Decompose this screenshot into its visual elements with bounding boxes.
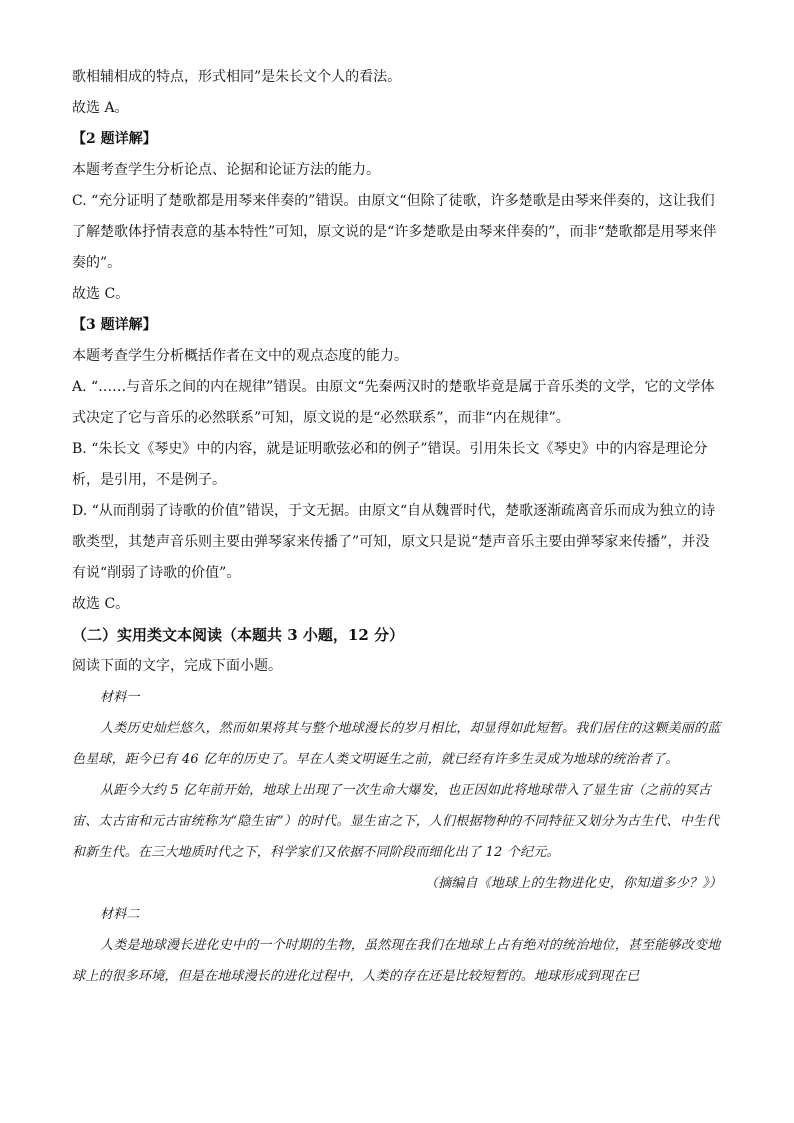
material-1-paragraph-2: 从距今大约 5 亿年前开始，地球上出现了一次生命大爆发，也正因如此将地球带入了显生宙（之前的冥古宙、太古宙和元古宙统称为“隐生宙”）的时代。显生宙之下，人们根据物种的不同特征又划分为古生代、中生代和新生代。在三大地质时代之下，科学家们又依据不同阶段而细化出了 12 个纪元。 [72, 783, 720, 860]
option-d-explanation: D. “从而削弱了诗歌的价值”错误，于文无据。由原文“自从魏晋时代，楚歌逐渐疏离音乐而成为独立的诗歌类型，其楚声音乐则主要由弹琴家来传播了”可知，原文只是说“楚声音乐主要由弹琴家来传播”，并没有说“削弱了诗歌的价值”。 [72, 503, 716, 581]
analysis-line: 本题考查学生分析论点、论据和论证方法的能力。 [72, 162, 380, 178]
option-b-explanation: B. “朱长文《琴史》中的内容，就是证明歌弦必和的例子”错误。引用朱长文《琴史》中的内容是理论分析，是引用，不是例子。 [72, 441, 708, 488]
material-1-paragraph-1: 人类历史灿烂悠久，然而如果将其与整个地球漫长的岁月相比，却显得如此短暂。我们居住的这颗美丽的蓝色星球，距今已有 46 亿年的历史了。早在人类文明诞生之前，就已经有许多生灵成为地球的统治者了。 [72, 721, 721, 767]
answer-line: 故选 C。 [72, 286, 130, 302]
document-page [72, 62, 722, 992]
option-c-explanation: C. “充分证明了楚歌都是用琴来伴奏的”错误。由原文“但除了徒歌，许多楚歌是由琴来伴奏的，这让我们了解楚歌体抒情表意的基本特性”可知，原文说的是“许多楚歌是由琴来伴奏的”，而非“楚歌都是用琴来伴奏的”。 [72, 193, 717, 271]
material-2-paragraph-1: 人类是地球漫长进化史中的一个时期的生物，虽然现在我们在地球上占有绝对的统治地位，甚至能够改变地球上的很多环境，但是在地球漫长的进化过程中，人类的存在还是比较短暂的。地球形成到现在已 [72, 938, 721, 984]
answer-line: 故选 C。 [72, 596, 130, 612]
answer-line: 故选 A。 [72, 100, 129, 116]
option-a-explanation: A. “……与音乐之间的内在规律”错误。由原文“先秦两汉时的楚歌毕竟是属于音乐类的文学，它的文学体式决定了它与音乐的必然联系”可知，原文说的是“必然联系”，而非“内在规律”。 [72, 379, 715, 426]
material-1-source: （摘编自《地球上的生物进化史，你知道多少？》） [424, 876, 722, 891]
material-1-title: 材料一 [100, 690, 140, 705]
analysis-line: 本题考查学生分析概括作者在文中的观点态度的能力。 [72, 348, 408, 364]
material-2-title: 材料二 [100, 907, 140, 922]
question-3-heading: 【3 题详解】 [72, 317, 157, 333]
section-heading: （二）实用类文本阅读（本题共 3 小题，12 分） [72, 626, 404, 644]
question-2-heading: 【2 题详解】 [72, 131, 157, 147]
text-line: 歌相辅相成的特点，形式相同”是朱长文个人的看法。 [72, 69, 402, 85]
instruction-line: 阅读下面的文字，完成下面小题。 [72, 658, 282, 674]
